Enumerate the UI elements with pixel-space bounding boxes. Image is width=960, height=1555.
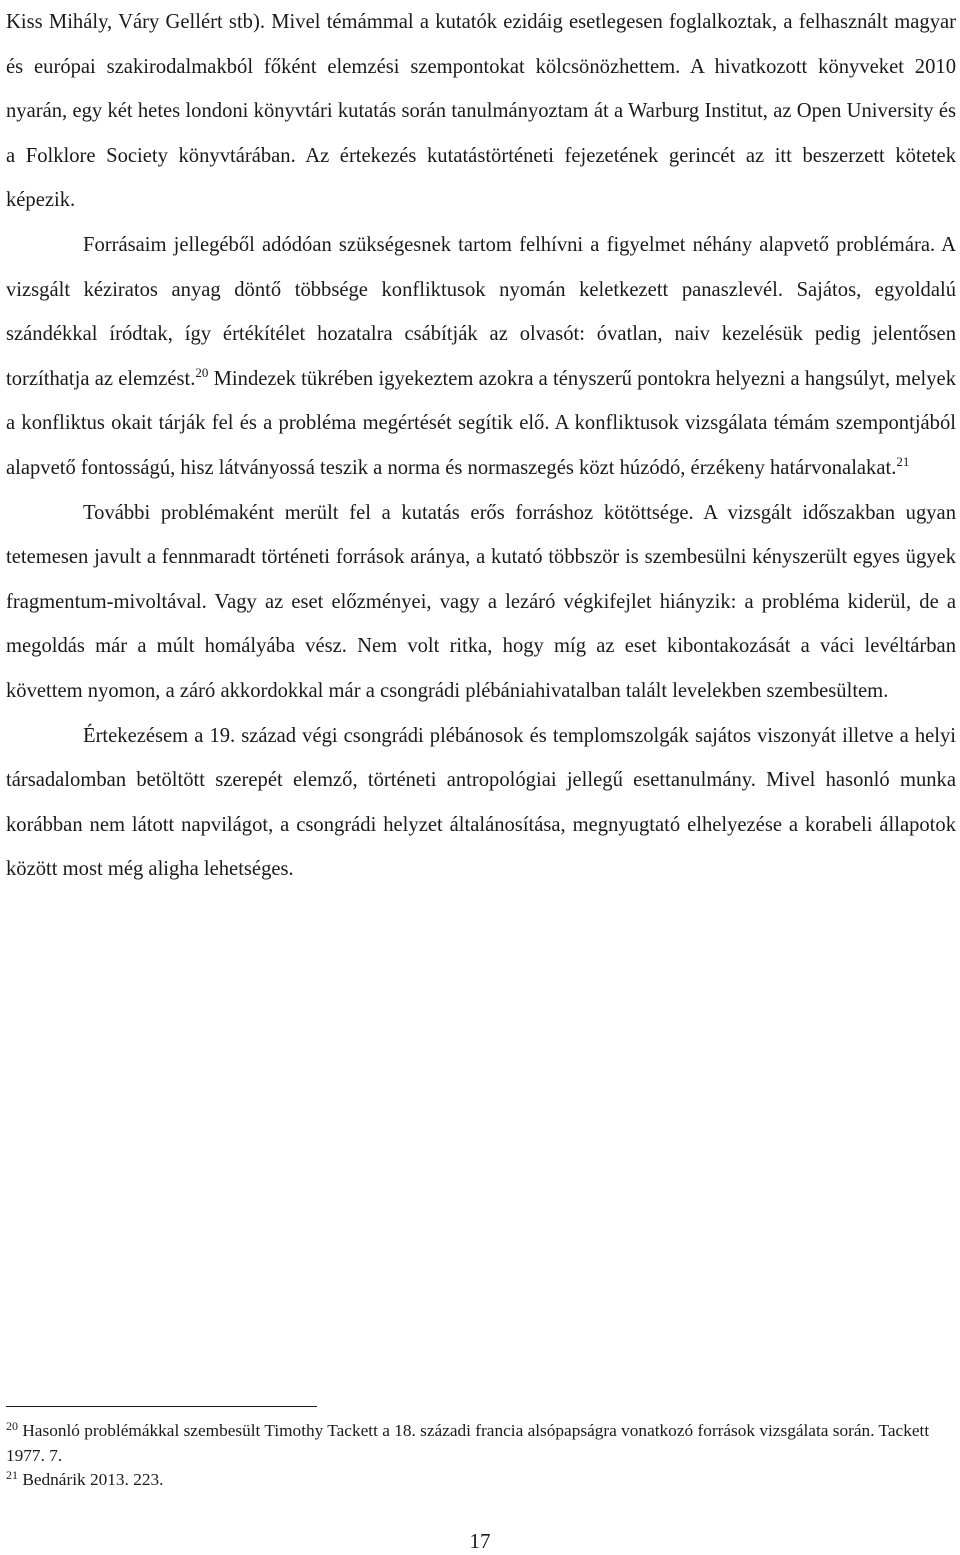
paragraph-4 (6, 714, 956, 892)
footnote-20 (6, 1419, 956, 1468)
footnotes (6, 1419, 956, 1493)
paragraph-text: Forrásaim jellegéből adódóan szükségesnek tartom felhívni a figyelmet néhány alapvető problémára. A vizsgált kéziratos anyag döntő többsége konfliktusok nyomán keletkezett panaszlevél. Sajátos, egyoldalú szándékkal íródtak, így értékítélet hozatalra csábítják az olvasót: óvatlan, naiv kezelésük pedig jelentősen torzíthatja az elemzést. (6, 233, 956, 390)
body-text (6, 0, 956, 892)
paragraph-text: Mindezek tükrében igyekeztem azokra a tényszerű pontokra helyezni a hangsúlyt, melyek a konfliktus okait tárják fel és a probléma megértését segítik elő. A konfliktusok vizsgálata témám szempontjából alapvető fontosságú, hisz látványossá teszik a norma és normaszegés közt húzódó, érzékeny határvonalakat. (6, 367, 956, 479)
paragraph-text: További problémaként merült fel a kutatás erős forráshoz kötöttsége. A vizsgált időszakban ugyan tetemesen javult a fennmaradt történeti források aránya, a kutató többször is szembesülni kényszerült egyes ügyek fragmentum-mivoltával. Vagy az eset előzményei, vagy a lezáró végkifejlet hiányzik: a probléma kiderül, de a megoldás már a múlt homályába vész. Nem volt ritka, hogy míg az eset kibontakozását a váci levéltárban követtem nyomon, a záró akkordokkal már a csongrádi plébániahivatalban talált levelekben szembesültem. (6, 501, 956, 702)
footnote-ref-21[interactable]: 21 (896, 453, 910, 469)
footnote-separator (6, 1406, 317, 1407)
page-number: 17 (469, 1529, 491, 1553)
paragraph-text: Kiss Mihály, Váry Gellért stb). Mivel témámmal a kutatók ezidáig esetlegesen foglalkoztak, a felhasznált magyar és európai szakirodalmakból főként elemzési szempontokat kölcsönözhettem. A hivatkozott könyveket 2010 nyarán, egy két hetes londoni könyvtári kutatás során tanulmányoztam át a Warburg Institut, az Open University és a Folklore Society könyvtárában. Az értekezés kutatástörténeti fejezetének gerincét az itt beszerzett kötetek képezik. (6, 11, 956, 212)
paragraph-1 (6, 0, 956, 223)
footnote-number: 20 (6, 1419, 18, 1433)
document-page (6, 0, 956, 892)
footnote-text: Bednárik 2013. 223. (18, 1470, 164, 1489)
footnote-number: 21 (6, 1468, 18, 1482)
paragraph-text: Értekezésem a 19. század végi csongrádi plébánosok és templomszolgák sajátos viszonyát illetve a helyi társadalomban betöltött szerepét elemző, történeti antropológiai jellegű esettanulmány. Mivel hasonló munka korábban nem látott napvilágot, a csongrádi helyzet általánosítása, megnyugtató elhelyezése a korabeli állapotok között most még aligha lehetséges. (6, 724, 956, 881)
footnote-ref-20[interactable]: 20 (195, 364, 209, 380)
footnote-21 (6, 1468, 956, 1493)
paragraph-3 (6, 491, 956, 714)
footnote-text: Hasonló problémákkal szembesült Timothy Tackett a 18. századi francia alsópapságra vonatkozó források vizsgálata során. Tackett 1977. 7. (6, 1421, 930, 1465)
paragraph-2 (6, 223, 956, 491)
